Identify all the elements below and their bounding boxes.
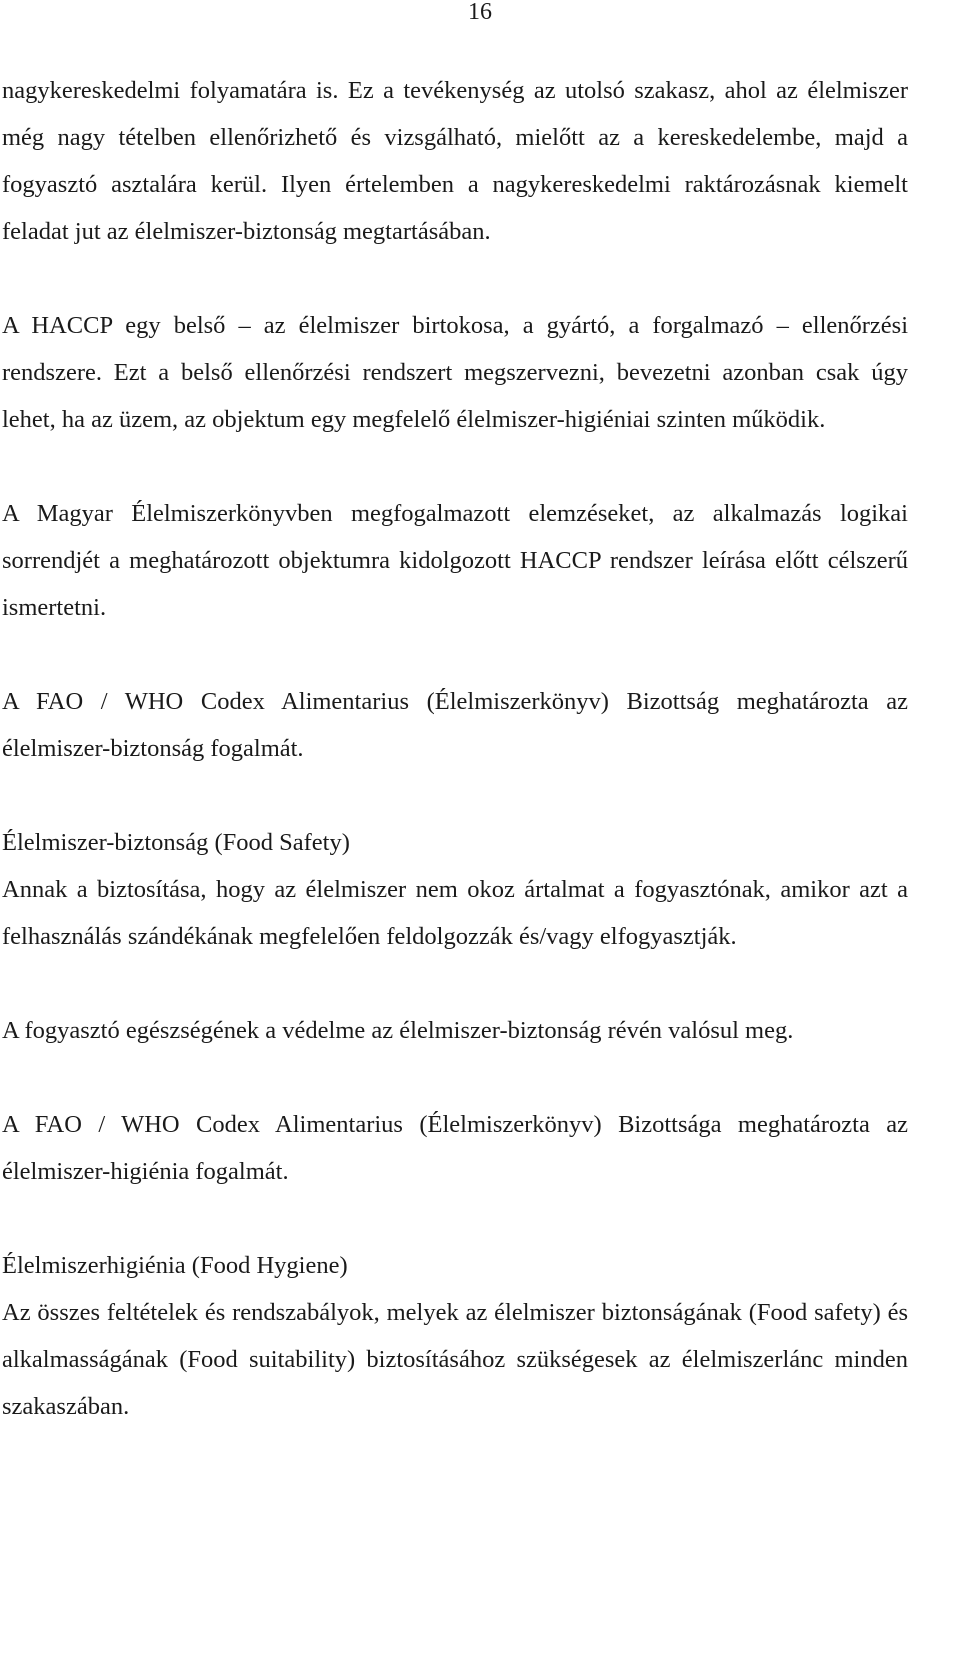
food-safety-definition: Annak a biztosítása, hogy az élelmiszer nem okoz ártalmat a fogyasztónak, amikor azt a felhasználás szándékának megfelelően feldolgozzák és/vagy elfogyasztják. <box>2 876 908 950</box>
document-body <box>2 67 908 1430</box>
paragraph-codex-food-hygiene-intro: A FAO / WHO Codex Alimentarius (Élelmiszerkönyv) Bizottsága meghatározta az élelmiszer-higiénia fogalmát. <box>2 1111 908 1185</box>
paragraph-haccp-internal-control: A HACCP egy belső – az élelmiszer birtokosa, a gyártó, a forgalmazó – ellenőrzési rendszere. Ezt a belső ellenőrzési rendszert megszervezni, bevezetni azonban csak úgy lehet, ha az üzem, az objektum egy megfelelő élelmiszer-higiéniai szinten működik. <box>2 312 908 433</box>
paragraph-hungarian-food-codex: A Magyar Élelmiszerkönyvben megfogalmazott elemzéseket, az alkalmazás logikai sorrendjét a meghatározott objektumra kidolgozott HACCP rendszer leírása előtt célszerű ismertetni. <box>2 500 908 621</box>
food-hygiene-heading: Élelmiszerhigiénia (Food Hygiene) <box>2 1252 348 1279</box>
food-hygiene-definition: Az összes feltételek és rendszabályok, melyek az élelmiszer biztonságának (Food safety) és alkalmasságának (Food suitability) biztosításához szükségesek az élelmiszerlánc minden szakaszában. <box>2 1299 908 1420</box>
paragraph-consumer-health: A fogyasztó egészségének a védelme az élelmiszer-biztonság révén valósul meg. <box>2 1017 794 1044</box>
food-safety-heading: Élelmiszer-biztonság (Food Safety) <box>2 829 350 856</box>
paragraph-wholesale-storage: nagykereskedelmi folyamatára is. Ez a tevékenység az utolsó szakasz, ahol az élelmiszer még nagy tételben ellenőrizhető és vizsgálható, mielőtt az a kereskedelembe, majd a fogyasztó asztalára kerül. Ilyen értelemben a nagykereskedelmi raktározásnak kiemelt feladat jut az élelmiszer-biztonság megtartásában. <box>2 77 908 245</box>
paragraph-codex-food-safety-intro: A FAO / WHO Codex Alimentarius (Élelmiszerkönyv) Bizottság meghatározta az élelmiszer-biztonság fogalmát. <box>2 688 908 762</box>
page-number: 16 <box>468 0 492 25</box>
